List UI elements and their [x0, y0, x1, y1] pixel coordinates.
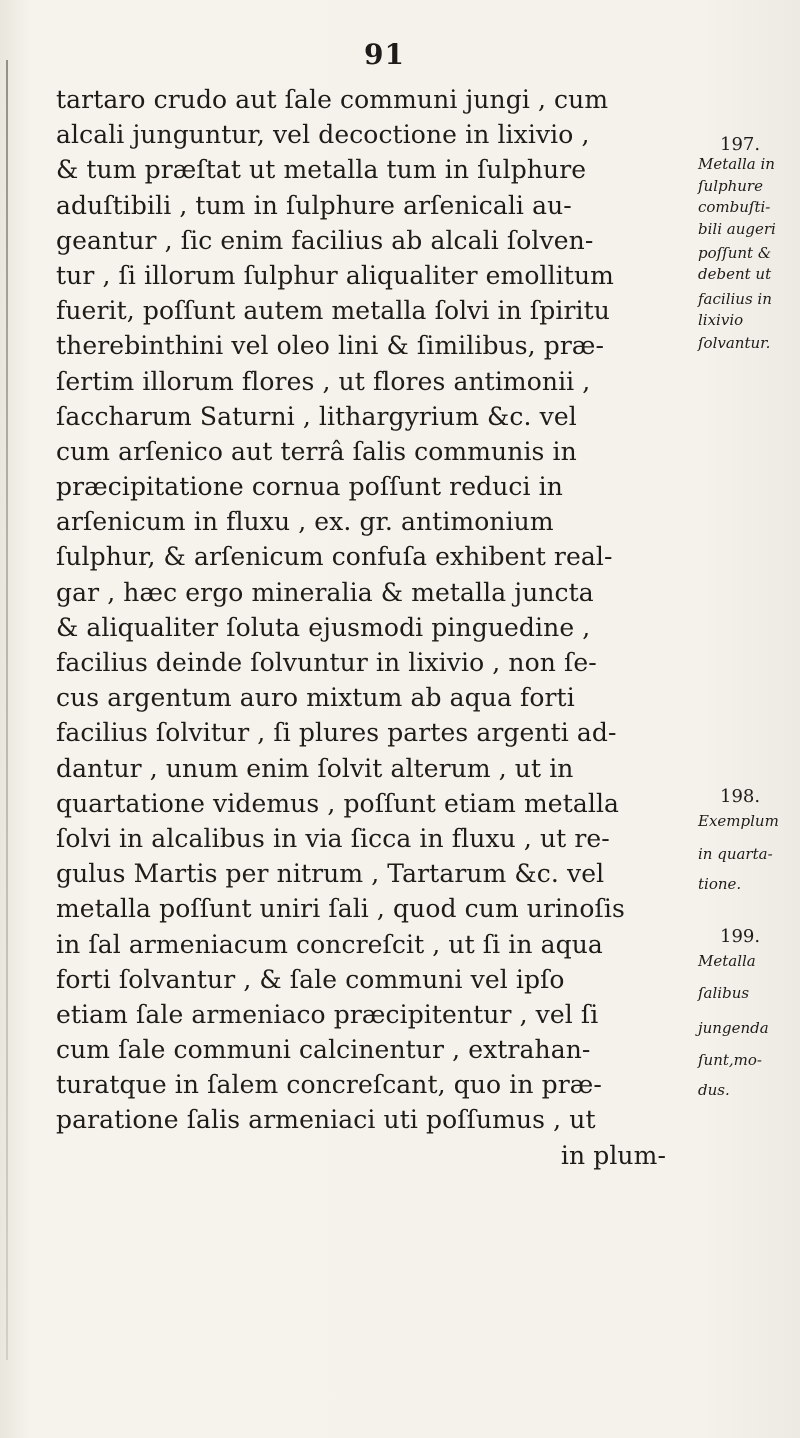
margin-note-line: lixivio: [698, 311, 744, 329]
text-line: facilius ſolvitur , ſi plures partes argenti ad-: [56, 718, 617, 748]
text-line: tartaro crudo aut ſale communi jungi , cum: [56, 85, 609, 114]
text-line: turatque in ſalem concreſcant, quo in præ-: [56, 1070, 602, 1100]
margin-note-line: ſolvantur.: [698, 334, 771, 352]
text-line: quartatione videmus , poſſunt etiam metalla: [56, 788, 620, 818]
margin-note-line: jungenda: [698, 1019, 769, 1037]
text-line: gulus Martis per nitrum , Tartarum &c. vel: [56, 859, 605, 889]
text-line: aduſtibili , tum in ſulphure arſenicali au-: [56, 190, 572, 220]
text-line: therebinthini vel oleo lini & ſimilibus, præ-: [56, 331, 605, 361]
text-line: ſulphur, & arſenicum confuſa exhibent real-: [56, 542, 613, 572]
catchword-line: in plum-: [560, 1140, 666, 1170]
text-line: paratione ſalis armeniaci uti poſſumus , ut: [56, 1105, 596, 1135]
margin-note-line: ſalibus: [698, 984, 750, 1002]
text-line: forti ſolvantur , & ſale communi vel ipſo: [56, 964, 565, 994]
margin-note-line: in quarta-: [698, 845, 773, 863]
text-line: ſaccharum Saturni , lithargyrium &c. vel: [56, 401, 577, 431]
margin-note-line: ſulphure: [698, 177, 763, 195]
margin-note-line: Metalla: [698, 952, 756, 970]
text-line: facilius deinde ſolvuntur in lixivio , non ſe-: [56, 648, 597, 677]
text-line: cum arſenico aut terrâ ſalis communis in: [56, 436, 577, 466]
text-line: ſolvi in alcalibus in via ſicca in fluxu , ut re-: [56, 823, 610, 853]
text-line: gar , hæc ergo mineralia & metalla juncta: [56, 577, 594, 607]
text-line: fuerit, poſſunt autem metalla ſolvi in ſpiritu: [56, 296, 610, 326]
text-line: dantur , unum enim ſolvit alterum , ut in: [56, 753, 574, 783]
text-line: præcipitatione cornua poſſunt reduci in: [56, 472, 563, 502]
main-text: [56, 82, 676, 1173]
text-line: etiam ſale armeniaco præcipitentur , vel ſi: [56, 999, 599, 1029]
margin-note-number: 198.: [720, 786, 761, 807]
text-line: cum ſale communi calcinentur , extrahan-: [56, 1035, 591, 1065]
text-line: ſertim illorum flores , ut flores antimonii ,: [56, 366, 591, 396]
margin-note-line: bili augeri: [698, 220, 776, 238]
page-edge-shadow: [6, 60, 8, 1360]
text-line: arſenicum in fluxu , ex. gr. antimonium: [56, 507, 554, 537]
text-line: alcali junguntur, vel decoctione in lixivio ,: [56, 120, 590, 150]
text-line: cus argentum auro mixtum ab aqua forti: [56, 683, 575, 713]
margin-note-line: facilius in: [698, 290, 772, 308]
margin-note-line: tione.: [698, 875, 742, 893]
text-line: metalla poſſunt uniri ſali , quod cum urinoſis: [56, 894, 625, 924]
text-line: geantur , ſic enim facilius ab alcali ſolven-: [56, 225, 594, 255]
margin-note-line: poſſunt &: [698, 244, 772, 262]
text-line: & tum præſtat ut metalla tum in ſulphure: [56, 155, 587, 185]
margin-note-number: 199.: [720, 926, 761, 947]
margin-note-line: combuſti-: [698, 198, 771, 216]
margin-note-line: Exemplum: [698, 812, 779, 830]
margin-note-number: 197.: [720, 134, 761, 155]
margin-note-line: debent ut: [698, 265, 772, 283]
text-line: in ſal armeniacum concreſcit , ut ſi in aqua: [56, 929, 603, 959]
margin-note-line: Metalla in: [698, 155, 775, 173]
margin-note-line: dus.: [698, 1081, 730, 1099]
text-line: & aliqualiter ſoluta ejusmodi pinguedine ,: [56, 612, 591, 642]
margin-note-line: ſunt,mo-: [698, 1051, 762, 1069]
text-line: tur , ſi illorum ſulphur aliqualiter emollitum: [56, 260, 614, 290]
page-number: 91: [364, 38, 405, 71]
